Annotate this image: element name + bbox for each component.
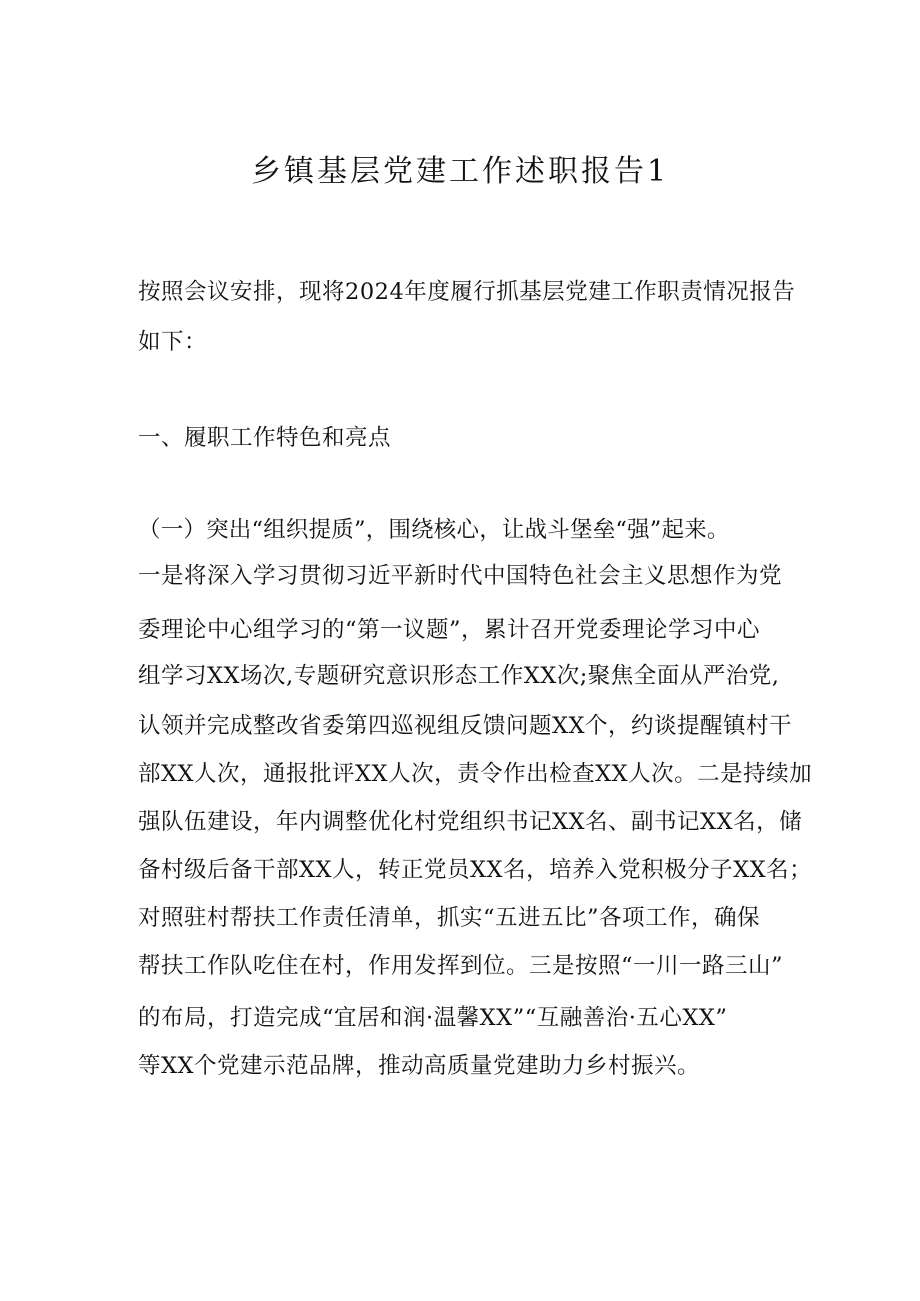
body-line: 一是将深入学习贯彻习近平新时代中国特色社会主义思想作为党 xyxy=(138,563,783,589)
body-line: 组学习XX场次,专题研究意识形态工作XX次;聚焦全面从严治党, xyxy=(138,663,780,689)
body-line: 对照驻村帮扶工作责任清单，抓实“五进五比”各项工作，确保 xyxy=(138,905,761,931)
body-line: 部XX人次，通报批评XX人次，责令作出检查XX人次。二是持续加 xyxy=(138,761,813,787)
section-heading: 一、履职工作特色和亮点 xyxy=(138,425,392,451)
page-title: 乡镇基层党建工作述职报告1 xyxy=(250,154,670,189)
body-line: 委理论中心组学习的“第一议题”，累计召开党委理论学习中心 xyxy=(138,617,761,643)
body-line: （一）突出“组织提质”，围绕核心，让战斗堡垒“强”起来。 xyxy=(138,517,730,543)
body-line: 帮扶工作队吃住在村，作用发挥到位。三是按照“一川一路三山” xyxy=(138,953,784,979)
intro-line-2: 如下： xyxy=(138,329,208,355)
body-line: 备村级后备干部XX人，转正党员XX名，培养入党积极分子XX名； xyxy=(138,857,813,883)
body-line: 认领并完成整改省委第四巡视组反馈问题XX个，约谈提醒镇村干 xyxy=(138,713,793,739)
body-line: 强队伍建设，年内调整优化村党组织书记XX名、副书记XX名，储 xyxy=(138,809,803,835)
intro-line-1: 按照会议安排，现将2024年度履行抓基层党建工作职责情况报告 xyxy=(138,279,796,305)
body-line: 的布局，打造完成“宜居和润·温馨XX”“互融善治·五心XX” xyxy=(138,1005,728,1031)
body-line: 等XX个党建示范品牌，推动高质量党建助力乡村振兴。 xyxy=(138,1053,701,1079)
